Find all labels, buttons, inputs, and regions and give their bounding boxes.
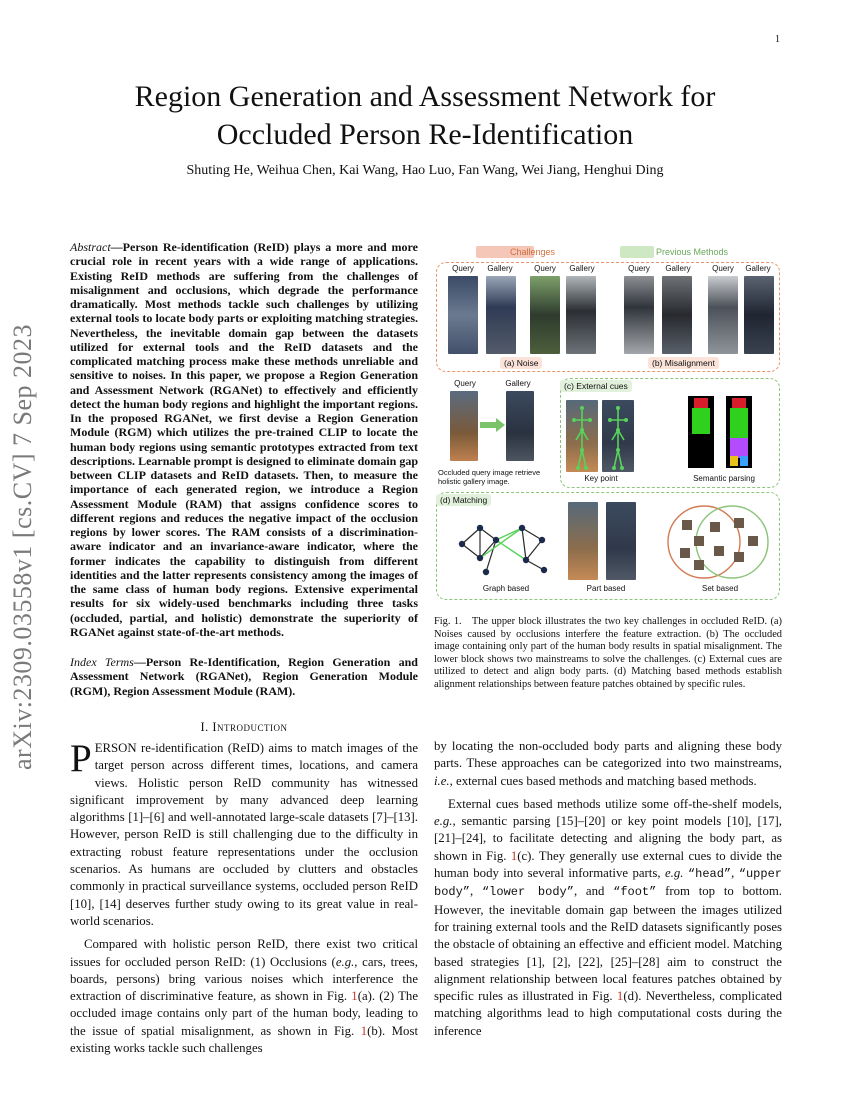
label-part-based: Part based [586,584,626,593]
label-semantic-parsing: Semantic parsing [693,474,755,483]
index-terms-text: —Person Re-Identification, Region Generation and Assessment Network (RGANet), Region Generation Module (RGM), Region Assessment Module (RAM). [70,655,418,698]
person-image [624,276,654,354]
tag-misalignment: (b) Misalignment [648,357,719,369]
part-image [568,502,598,580]
text-run: , [731,866,739,881]
person-image [744,276,774,354]
text-run-mono: “lower body” [481,885,574,900]
text-run: , [470,884,482,899]
set-diagram-icon [664,502,774,582]
author-list: Shuting He, Weihua Chen, Kai Wang, Hao Luo, Fan Wang, Wei Jiang, Henghui Ding [186,163,664,178]
figure-ref-link[interactable]: 1 [616,989,624,1004]
intro-paragraph-2 [70,936,418,1057]
drop-cap: P [70,737,92,780]
legend-challenges: Challenges [510,247,556,257]
index-terms-lead: Index Terms [70,655,134,669]
intro-right-column [434,738,782,1046]
label-gallery: Gallery [745,264,771,273]
caption-lead: Fig. 1. [434,616,462,627]
index-terms [70,655,418,698]
tag-external-cues: (c) External cues [560,380,632,392]
person-image [566,276,596,354]
abstract [70,240,418,639]
intro-right-paragraph-1 [434,738,782,790]
intro-right-paragraph-2 [434,796,782,1040]
occluded-note: Occluded query image retrieve holistic gallery image. [438,468,541,486]
section-heading [70,720,418,735]
text-run: (b). Most existing works tackle such challenges [70,1023,418,1056]
figure-ref-link[interactable]: 1 [360,1023,368,1038]
text-run: by locating the non-occluded body parts and aligning these body parts. These approaches can be categorized into two mainstreams, [434,739,782,771]
text-run: , semantic parsing [15]–[20] or key point models [10], [17], [21]–[24], to facilitate detecting and aligning the body part, as shown in Fig. [434,814,782,863]
person-image [708,276,738,354]
label-query: Query [712,264,734,273]
title-line-2: Occluded Person Re-Identification [216,118,634,151]
abstract-lead: Abstract [70,240,111,254]
gallery-image [506,391,534,461]
text-run: , external cues based methods and matching based methods. [449,773,757,788]
figure-ref-link[interactable]: 1 [510,848,518,863]
text-run-italic: i.e. [434,773,450,788]
label-gallery: Gallery [505,379,531,388]
graph-diagram-icon [456,514,552,578]
text-run-italic: e.g. [335,954,355,969]
paper-title [60,78,790,154]
caption-text: The upper block illustrates the two key challenges in occluded ReID. (a) Noises caused by occlusions interfere the feature extraction. (b) The occluded image containing only part of the human body results in spatial misalignment. The lower block shows two mainstreams to solve the challenges. (c) External cues are utilized to detect and align body parts. (d) Matching based methods establish alignment relationships between feature patches obtained by specific rules. [434,616,782,690]
occluded-query-image [450,391,478,461]
text-run: , cars, trees, boards, persons) bring various noises which interference the extraction of discriminative feature, as shown in Fig. [70,954,418,1004]
abstract-text: —Person Re-identification (ReID) plays a more and more crucial role in recent years with a wide range of applications. Existing ReID methods are suffering from the challenges of misalignment and occlusions, which degrade the performance dramatically. Most methods tackle such challenges by utilizing external tools to locate body parts or exploiting matching strategies. Nevertheless, the inevitable domain gap between the datasets utilized for external tools and the ReID datasets and the complicated matching process make these methods unreliable and sensitive to noises. In this paper, we propose a Region Generation and Assessment Network (RGANet) to effectively and efficiently detect the human body regions and highlight the important regions. In the proposed RGANet, we first devise a Region Generation Module (RGM) which utilizes the pre-trained CLIP to locate the human body regions using semantic prototypes extracted from text descriptions. Learnable prompt is designed to eliminate domain gap between CLIP datasets and ReID datasets. Then, to measure the importance of each generated region, we introduce a Region Assessment Module (RAM) that assigns confidence scores to different regions and reduces the negative impact of the occlusion regions by lower scores. The RAM consists of a discrimination-aware indicator and an invariance-aware indicator, where the former indicates the capability to distinguish from different identities and the latter represents consistency among the images of the same class of human body regions. Extensive experimental results for six widely-used benchmarks including three tasks (occluded, partial, and holistic) demonstrate the superiority of RGANet against state-of-the-art methods. [70,240,418,639]
label-gallery: Gallery [487,264,513,273]
label-gallery: Gallery [665,264,691,273]
person-image [662,276,692,354]
text-run: (c). They generally use external cues to divide the human body into several informative parts, [434,848,782,881]
section-title: Introduction [212,720,288,734]
label-key-point: Key point [584,474,618,483]
person-image [486,276,516,354]
text-run-italic: e.g. [434,814,453,829]
label-query: Query [454,379,476,388]
label-query: Query [534,264,556,273]
figure-1 [436,244,782,602]
label-query: Query [452,264,474,273]
legend-swatch-previous [620,246,654,258]
text-run: from top to bottom. However, the inevitable domain gap between the images utilized for training external tools and the ReID datasets significantly poses the obstacle of obtaining an effective and efficient model. Matching based strategies [1], [2], [22], [25]–[28] aim to construct the alignment relationship between local features patches obtained by specific rules as illustrated in Fig. [434,884,782,1004]
text-run-mono: “upper body” [434,867,782,900]
text-run-italic: e.g. [664,866,684,881]
text-run: (d). Nevertheless, complicated matching algorithms lead to high computational costs during the inference [434,989,783,1038]
tag-matching: (d) Matching [436,494,491,506]
label-gallery: Gallery [569,264,595,273]
page-number: 1 [775,34,780,45]
text-run: (a). (2) The occluded image contains only part of the human body, leading to the issue of spatial misalignment, as shown in Fig. [70,989,419,1038]
text-run-mono: “head” [687,867,732,882]
title-line-1: Region Generation and Assessment Network for [134,80,716,113]
intro-left-column [70,737,419,1063]
person-image [530,276,560,354]
keypoint-skeleton-icon [566,400,634,472]
intro-paragraph-1 [70,737,418,930]
drop-cap-rest: ERSON [94,741,137,755]
text-run: Compared with holistic person ReID, there exist two critical issues for occluded person ReID: (1) Occlusions ( [70,937,418,969]
label-set-based: Set based [701,584,739,593]
arrow-head-icon [496,418,505,432]
figure-ref-link[interactable]: 1 [351,989,358,1004]
text-run: , and [573,884,614,899]
intro-paragraph-1-text: re-identification (ReID) aims to match images of the target person across different times, locations, and camera views. Holistic person ReID community has witnessed significant improvement by many advanced deep learning algorithms [1]–[6] and well-annotated large-scale datasets [7]–[13]. However, person ReID is still challenging due to the difficulty in extracting robust feature representations under the occlusion scenarios. As humans are occluded by clutters and obstacles commonly in practical surveillance systems, occluded person ReID [10], [14] deserves further study owing to its great value in real-world scenarios. [70,741,418,928]
text-run: External cues based methods utilize some off-the-shelf models, [448,796,782,811]
arxiv-stamp: arXiv:2309.03558v1 [cs.CV] 7 Sep 2023 [8,323,37,770]
tag-noise: (a) Noise [500,357,542,369]
person-image [448,276,478,354]
label-graph-based: Graph based [482,584,530,593]
text-run-mono: “foot” [613,885,657,900]
section-number: I. [200,720,209,734]
part-image [606,502,636,580]
legend-previous-methods: Previous Methods [656,247,729,257]
label-query: Query [628,264,650,273]
figure-caption [434,616,782,692]
semantic-parsing-icon [686,396,756,470]
